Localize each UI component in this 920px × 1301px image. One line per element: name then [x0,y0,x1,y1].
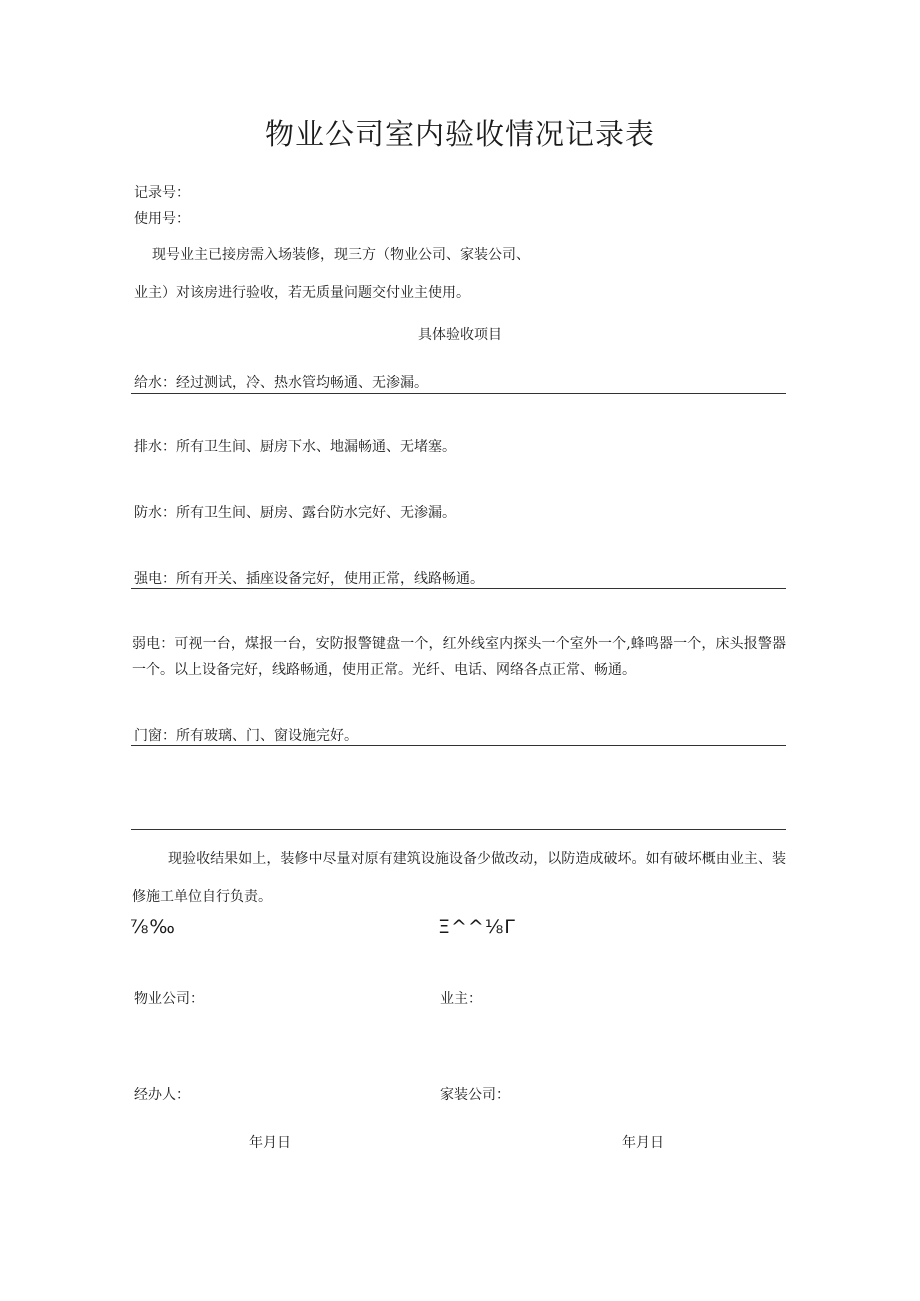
use-number-label: 使用号： [134,211,190,227]
date-left: 年月日 [249,1135,291,1151]
owner-label: 业主： [440,991,482,1007]
garbled-text-right: Ξ^^⅛Γ [438,916,516,938]
blank-line-divider [131,829,786,830]
item-doors-windows: 门窗：所有玻璃、门、窗设施完好。 [134,728,358,744]
item-strong-current: 强电：所有开关、插座设备完好，使用正常，线路畅通。 [134,571,484,587]
item-divider [131,393,786,394]
record-number-label: 记录号： [134,185,190,201]
item-water-supply: 给水：经过测试，冷、热水管均畅通、无渗漏。 [134,375,428,391]
garbled-text-left: ⅞‰ [130,916,176,938]
handler-label: 经办人： [134,1087,190,1103]
page-title: 物业公司室内验收情况记录表 [264,117,655,151]
item-divider [131,588,786,589]
item-waterproof: 防水：所有卫生间、厨房、露台防水完好、无渗漏。 [134,505,456,521]
decoration-company-label: 家装公司： [440,1087,510,1103]
section-title: 具体验收项目 [418,327,502,343]
intro-line-1: 现号业主已接房需入场装修，现三方（物业公司、家装公司、 [152,247,530,263]
property-company-label: 物业公司： [134,991,204,1007]
date-right: 年月日 [622,1135,664,1151]
conclusion-paragraph: 现验收结果如上，装修中尽量对原有建筑设施设备少做改动，以防造成破坏。如有破坏概由业主、装修施工单位自行负责。 [132,851,786,905]
item-weak-current: 弱电：可视一台，煤报一台，安防报警键盘一个，红外线室内探头一个室外一个,蜂鸣器一个，床头报警器一个。以上设备完好，线路畅通，使用正常。光纤、电话、网络各点正常、畅通。 [132,636,786,678]
item-drainage: 排水：所有卫生间、厨房下水、地漏畅通、无堵塞。 [134,439,456,455]
intro-line-2: 业主）对该房进行验收，若无质量问题交付业主使用。 [134,285,470,301]
item-divider [131,745,786,746]
